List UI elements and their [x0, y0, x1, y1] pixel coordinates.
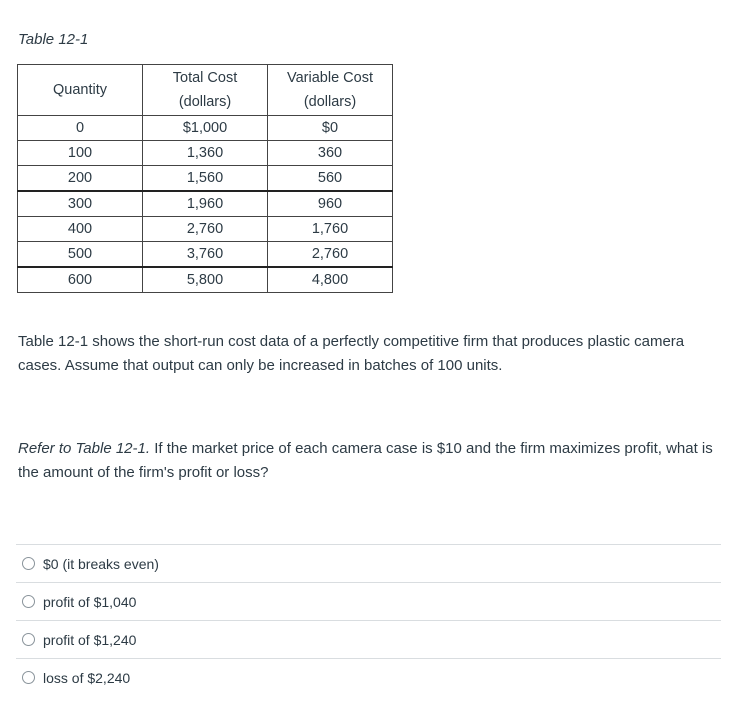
table-row — [18, 217, 393, 242]
answer-label[interactable]: $0 (it breaks even) — [43, 555, 159, 572]
cell-total-cost: $1,000 — [143, 116, 268, 141]
answer-choices — [16, 544, 721, 696]
cell-quantity: 400 — [18, 217, 143, 242]
radio-button[interactable] — [22, 557, 35, 570]
header-total-cost-label: Total Cost — [172, 70, 238, 86]
answer-option[interactable] — [16, 621, 721, 659]
table-row — [18, 267, 393, 293]
cell-total-cost: 1,960 — [143, 191, 268, 217]
header-variable-cost-unit: (dollars) — [303, 94, 357, 110]
cell-variable-cost: 560 — [268, 166, 393, 192]
header-quantity-label: Quantity — [53, 82, 107, 98]
header-quantity — [18, 65, 143, 116]
answer-label[interactable]: profit of $1,240 — [43, 631, 137, 648]
header-total-cost-unit: (dollars) — [178, 94, 232, 110]
radio-button[interactable] — [22, 633, 35, 646]
radio-button[interactable] — [22, 595, 35, 608]
cell-total-cost: 5,800 — [143, 267, 268, 293]
radio-button[interactable] — [22, 671, 35, 684]
answer-label[interactable]: profit of $1,040 — [43, 593, 137, 610]
answer-option[interactable] — [16, 659, 721, 696]
cell-variable-cost: 4,800 — [268, 267, 393, 293]
table-row — [18, 242, 393, 268]
table-row — [18, 166, 393, 192]
table-row — [18, 191, 393, 217]
cell-total-cost: 1,560 — [143, 166, 268, 192]
question-body: If the market price of each camera case is $10 and the firm maximizes profit, what is the amount of the firm's profit or loss? — [18, 440, 713, 481]
cell-variable-cost: 360 — [268, 141, 393, 166]
cell-variable-cost: $0 — [268, 116, 393, 141]
header-variable-cost-label: Variable Cost — [287, 70, 373, 86]
answer-option[interactable] — [16, 583, 721, 621]
cell-variable-cost: 2,760 — [268, 242, 393, 268]
cost-table — [17, 64, 393, 293]
problem-description: Table 12-1 shows the short-run cost data of a perfectly competitive firm that produces plastic camera cases. Assume that output can only be increased in batches of 100 units. — [18, 333, 685, 374]
answer-label[interactable]: loss of $2,240 — [43, 669, 131, 686]
cell-quantity: 500 — [18, 242, 143, 268]
cell-quantity: 300 — [18, 191, 143, 217]
cell-total-cost: 3,760 — [143, 242, 268, 268]
header-variable-cost — [268, 65, 393, 116]
cell-quantity: 100 — [18, 141, 143, 166]
cell-total-cost: 1,360 — [143, 141, 268, 166]
cell-quantity: 200 — [18, 166, 143, 192]
table-row — [18, 116, 393, 141]
question-text — [18, 437, 718, 485]
table-header-row — [18, 65, 393, 116]
cell-quantity: 600 — [18, 267, 143, 293]
answer-option[interactable] — [16, 545, 721, 583]
cell-variable-cost: 960 — [268, 191, 393, 217]
table-row — [18, 141, 393, 166]
table-caption: Table 12-1 — [18, 31, 89, 48]
cell-total-cost: 2,760 — [143, 217, 268, 242]
cell-variable-cost: 1,760 — [268, 217, 393, 242]
cell-quantity: 0 — [18, 116, 143, 141]
question-reference: Refer to Table 12-1. — [18, 440, 151, 457]
header-total-cost — [143, 65, 268, 116]
